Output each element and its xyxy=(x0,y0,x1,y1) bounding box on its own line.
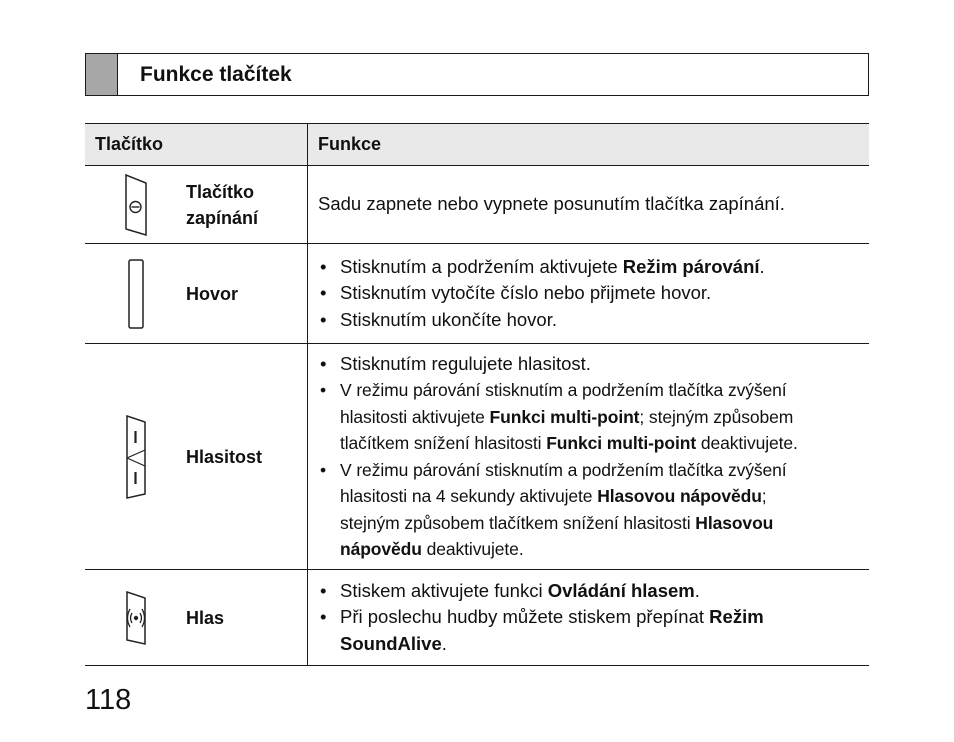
table-row xyxy=(85,166,869,244)
section-marker xyxy=(86,54,118,95)
function-text: Sadu zapnete nebo vypnete posunutím tlačítka zapínání. xyxy=(318,193,785,215)
voice-button-icon xyxy=(86,590,186,646)
button-name: Hovor xyxy=(186,283,239,304)
section-header xyxy=(85,53,869,96)
function-cell xyxy=(308,244,870,344)
list-item: • Stiskem aktivujete funkci Ovládání hlasem. xyxy=(318,578,859,605)
table-header-row xyxy=(85,124,869,166)
list-item: • V režimu párování stisknutím a podržením tlačítka zvýšení hlasitosti na 4 sekundy aktivujete Hlasovou nápovědu; stejným způsobem tlačítkem snížení hlasitosti Hlasovou nápovědu deaktivujete. xyxy=(318,457,859,563)
button-name-line2: zapínání xyxy=(186,207,259,228)
volume-rocker-icon xyxy=(86,414,186,500)
header-function: Funkce xyxy=(308,124,870,166)
function-cell xyxy=(308,166,870,244)
power-switch-icon xyxy=(86,173,186,237)
button-functions-table xyxy=(85,123,869,666)
table-row xyxy=(85,344,869,570)
section-title: Funkce tlačítek xyxy=(140,62,292,86)
button-name: Hlas xyxy=(186,607,225,628)
call-button-icon xyxy=(86,258,186,330)
function-cell xyxy=(308,570,870,666)
table-row xyxy=(85,570,869,666)
button-name: Hlasitost xyxy=(186,446,263,467)
page-number: 118 xyxy=(85,684,132,716)
list-item: • V režimu párování stisknutím a podržením tlačítka zvýšení hlasitosti aktivujete Funkci multi-point; stejným způsobem tlačítkem snížení hlasitosti Funkci multi-point deaktivujete. xyxy=(318,377,859,457)
list-item: • Stisknutím vytočíte číslo nebo přijmete hovor. xyxy=(318,280,859,307)
list-item: • Stisknutím ukončíte hovor. xyxy=(318,307,859,334)
list-item: • Stisknutím regulujete hlasitost. xyxy=(318,351,859,378)
list-item: • Stisknutím a podržením aktivujete Režim párování. xyxy=(318,254,859,281)
header-button: Tlačítko xyxy=(85,124,308,166)
list-item: • Při poslechu hudby můžete stiskem přepínat Režim SoundAlive. xyxy=(318,604,859,657)
button-name-line1: Tlačítko xyxy=(186,181,255,202)
function-cell xyxy=(308,344,870,570)
table-row xyxy=(85,244,869,344)
